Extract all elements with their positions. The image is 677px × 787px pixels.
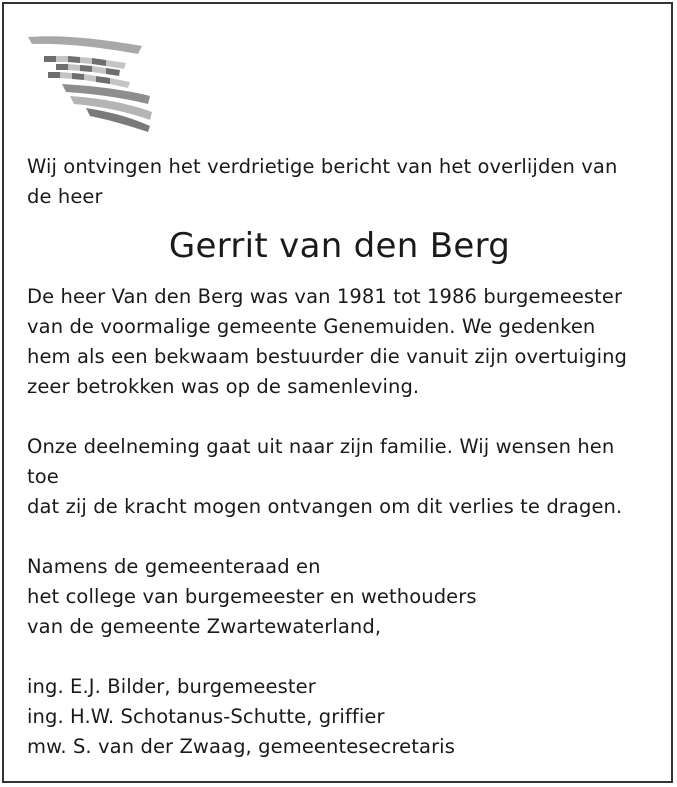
paragraph-line: Onze deelneming gaat uit naar zijn familie. Wij wensen hen toe: [27, 435, 615, 488]
deceased-name: Gerrit van den Berg: [168, 226, 511, 266]
paragraph-line: hem als een bekwaam bestuurder die vanuit zijn overtuiging: [27, 345, 628, 368]
paragraph-line: van de voormalige gemeente Genemuiden. We gedenken: [27, 315, 596, 338]
intro-line: Wij ontvingen het verdrietige bericht van het overlijden van: [27, 155, 618, 178]
on-behalf-of: [27, 552, 652, 642]
signatory: ing. H.W. Schotanus-Schutte, griffier: [27, 705, 385, 728]
paragraph-line: De heer Van den Berg was van 1981 tot 1986 burgemeester: [27, 285, 623, 308]
zwartewaterland-flag-logo-icon: [26, 34, 156, 134]
on-behalf-line: van de gemeente Zwartewaterland,: [27, 615, 382, 638]
signatories: [27, 672, 652, 762]
condolence-paragraph: [27, 432, 652, 522]
signatory: mw. S. van der Zwaag, gemeentesecretaris: [27, 735, 455, 758]
tribute-paragraph: [27, 282, 652, 402]
on-behalf-line: het college van burgemeester en wethouders: [27, 585, 477, 608]
paragraph-line: dat zij de kracht mogen ontvangen om dit verlies te dragen.: [27, 495, 623, 518]
signatory: ing. E.J. Bilder, burgemeester: [27, 675, 316, 698]
paragraph-line: zeer betrokken was op de samenleving.: [27, 375, 420, 398]
announcement-body: [27, 152, 652, 762]
on-behalf-line: Namens de gemeenteraad en: [27, 555, 321, 578]
intro-text: [27, 152, 652, 212]
intro-line: de heer: [27, 185, 103, 208]
